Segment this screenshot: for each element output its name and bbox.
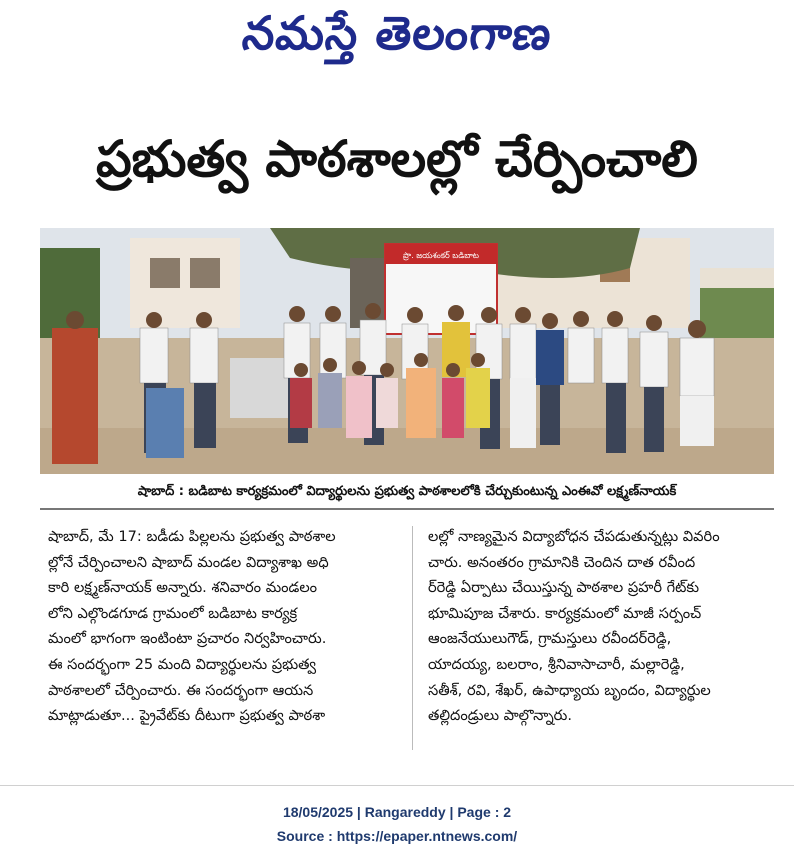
footer-meta: 18/05/2025 | Rangareddy | Page : 2	[282, 804, 512, 820]
article-line: మాట్లాడుతూ... ప్రైవేట్‌కు దీటుగా ప్రభుత్వ పాఠశా	[48, 707, 326, 725]
article-line: యాదయ్య, బలరాం, శ్రీనివాసాచారీ, మల్లారెడ్డి,	[428, 655, 685, 673]
article-line: షాబాద్, మే 17: బడీడు పిల్లలను ప్రభుత్వ పాఠశాల	[48, 528, 336, 545]
article-line: లల్లో నాణ్యమైన విద్యాబోధన చేపడుతున్నట్లు వివరిం	[428, 528, 720, 545]
article-line: పాఠశాలలో చేర్పించారు. ఈ సందర్భంగా ఆయన	[48, 681, 314, 699]
article-line: కారి లక్ష్మణ్‌నాయక్ అన్నారు. శనివారం మండలం	[48, 579, 318, 597]
masthead	[0, 6, 794, 72]
article-line: తల్లిదండ్రులు పాల్గొన్నారు.	[428, 707, 572, 725]
article-line: చారు. అనంతరం గ్రామానికి చెందిన దాత రవీంద	[428, 553, 696, 571]
headline-text: ప్రభుత్వ పాఠశాలల్లో చేర్పించాలి	[96, 129, 698, 188]
footer-source[interactable]: Source : https://epaper.ntnews.com/	[276, 828, 518, 844]
photo-illustration	[40, 228, 774, 474]
article-line: మంలో భాగంగా ఇంటింటా ప్రచారం నిర్వహించారు.	[48, 630, 327, 648]
article-line: ఈ సందర్భంగా 25 మంది విద్యార్థులను ప్రభుత్వ	[48, 655, 317, 673]
article-line: భూమిపూజ చేశారు. కార్యక్రమంలో మాజీ సర్పంచ్	[428, 604, 702, 622]
article-column-right	[428, 524, 774, 729]
photo-caption	[40, 478, 774, 510]
article-line: ర్‌రెడ్డి ఏర్పాటు చేయిస్తున్న పాఠశాల ప్రహరీ గేట్‌కు	[428, 579, 700, 597]
article-line: సతీశ్, రవి, శేఖర్, ఉపాధ్యాయ బృందం, విద్యార్థుల	[428, 681, 711, 699]
news-photo	[40, 228, 774, 474]
footer-divider	[0, 785, 794, 786]
caption-text: షాబాద్ : బడిబాట కార్యక్రమంలో విద్యార్థులను ప్రభుత్వ పాఠశాలలోకి చేర్చుకుంటున్న ఎంఈవో లక్ష్మణ్‌నాయక్	[137, 484, 677, 499]
headline	[0, 130, 794, 200]
banner-text: ప్రొ. జయశంకర్ బడిబాట	[403, 251, 479, 260]
article-line: లోని ఎల్గొండగూడ గ్రామంలో బడిబాట కార్యక్ర	[48, 604, 298, 622]
article-line: ల్లోనే చేర్పించాలని షాబాద్ మండల విద్యాశాఖ అధి	[48, 553, 329, 571]
column-divider	[412, 526, 413, 750]
article-column-left	[48, 524, 398, 729]
article-line: ఆంజనేయులుగౌడ్, గ్రామస్తులు రవీందర్‌రెడ్డి,	[428, 630, 672, 648]
footer	[0, 800, 794, 848]
newspaper-logo: నమస్తే తెలంగాణ	[240, 6, 556, 60]
